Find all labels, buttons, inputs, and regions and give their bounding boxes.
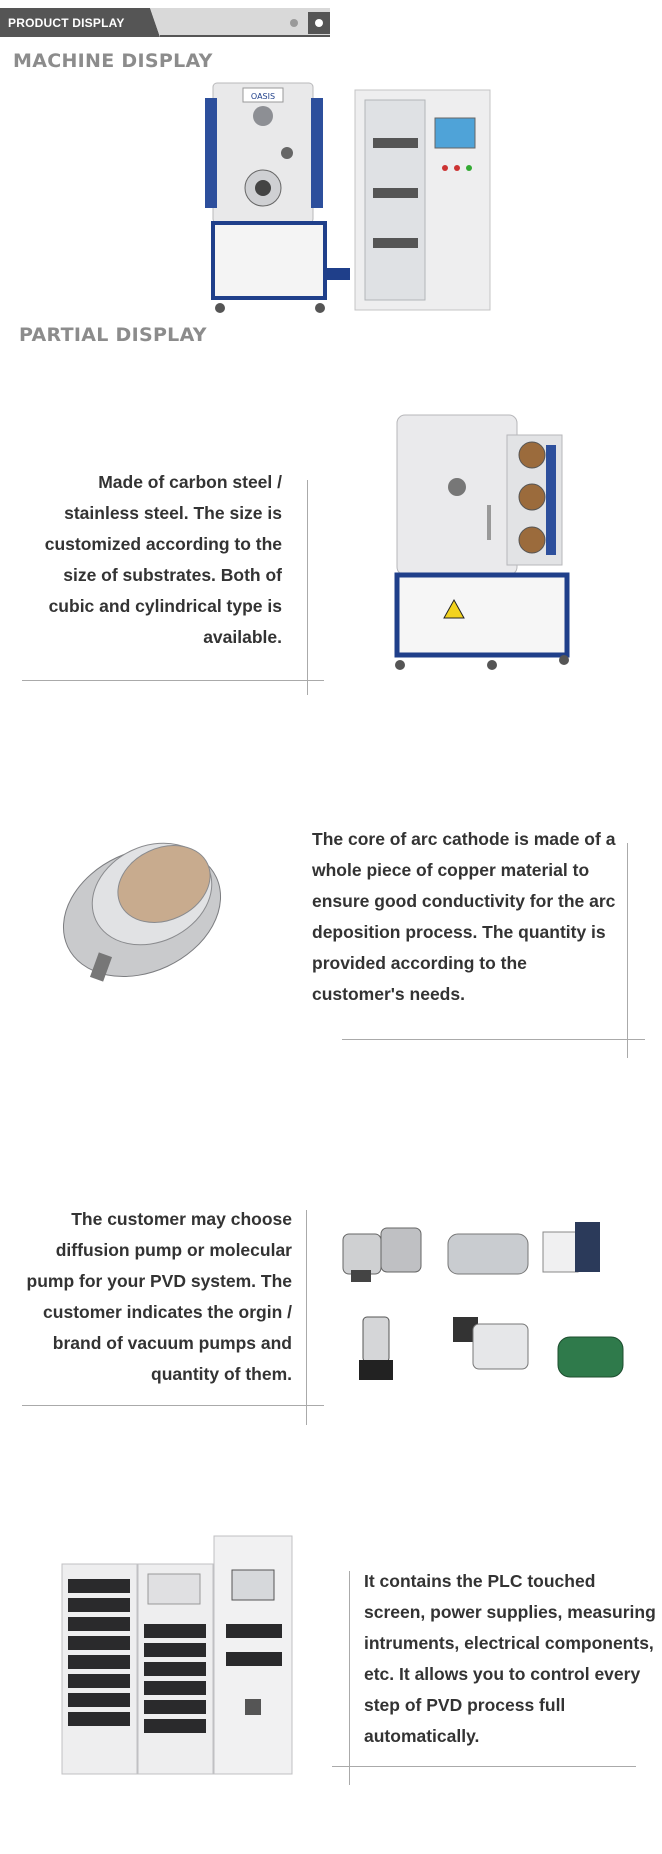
- partial-display-title: PARTIAL DISPLAY: [19, 324, 207, 346]
- divider-horizontal: [332, 1766, 636, 1767]
- machine-logo: OASIS: [250, 92, 276, 101]
- chamber-description: Made of carbon steel / stainless steel. The size is customized according to the size of substrates. Both of cubic and cylindrical type is available.: [44, 472, 282, 647]
- divider-horizontal: [22, 680, 324, 681]
- machine-image: [195, 78, 495, 318]
- machine-display-title: MACHINE DISPLAY: [13, 50, 213, 72]
- arc-cathode-description: The core of arc cathode is made of a whole piece of copper material to ensure good conductivity for the arc deposition process. The quantity is provided according to the customer's needs.: [312, 829, 616, 1004]
- divider-vertical: [349, 1571, 350, 1785]
- control-cabinet-image: [60, 1534, 295, 1779]
- banner-label: PRODUCT DISPLAY: [8, 16, 125, 30]
- arc-cathode-image: [52, 812, 252, 992]
- indicator-dot: [290, 19, 298, 27]
- divider-vertical: [306, 1210, 307, 1425]
- divider-horizontal: [342, 1039, 645, 1040]
- divider-vertical: [627, 843, 628, 1058]
- divider-vertical: [307, 480, 308, 695]
- control-cabinet-description: It contains the PLC touched screen, power supplies, measuring intruments, electrical components, etc. It allows you to control every step of PVD process full automatically.: [364, 1571, 656, 1746]
- indicator-dot-active: [315, 19, 323, 27]
- divider-horizontal: [22, 1405, 324, 1406]
- vacuum-pumps-image: [333, 1212, 648, 1402]
- vacuum-chamber-image: [382, 405, 587, 675]
- vacuum-pump-description: The customer may choose diffusion pump or molecular pump for your PVD system. The customer indicates the orgin / brand of vacuum pumps and quantity of them.: [26, 1209, 292, 1384]
